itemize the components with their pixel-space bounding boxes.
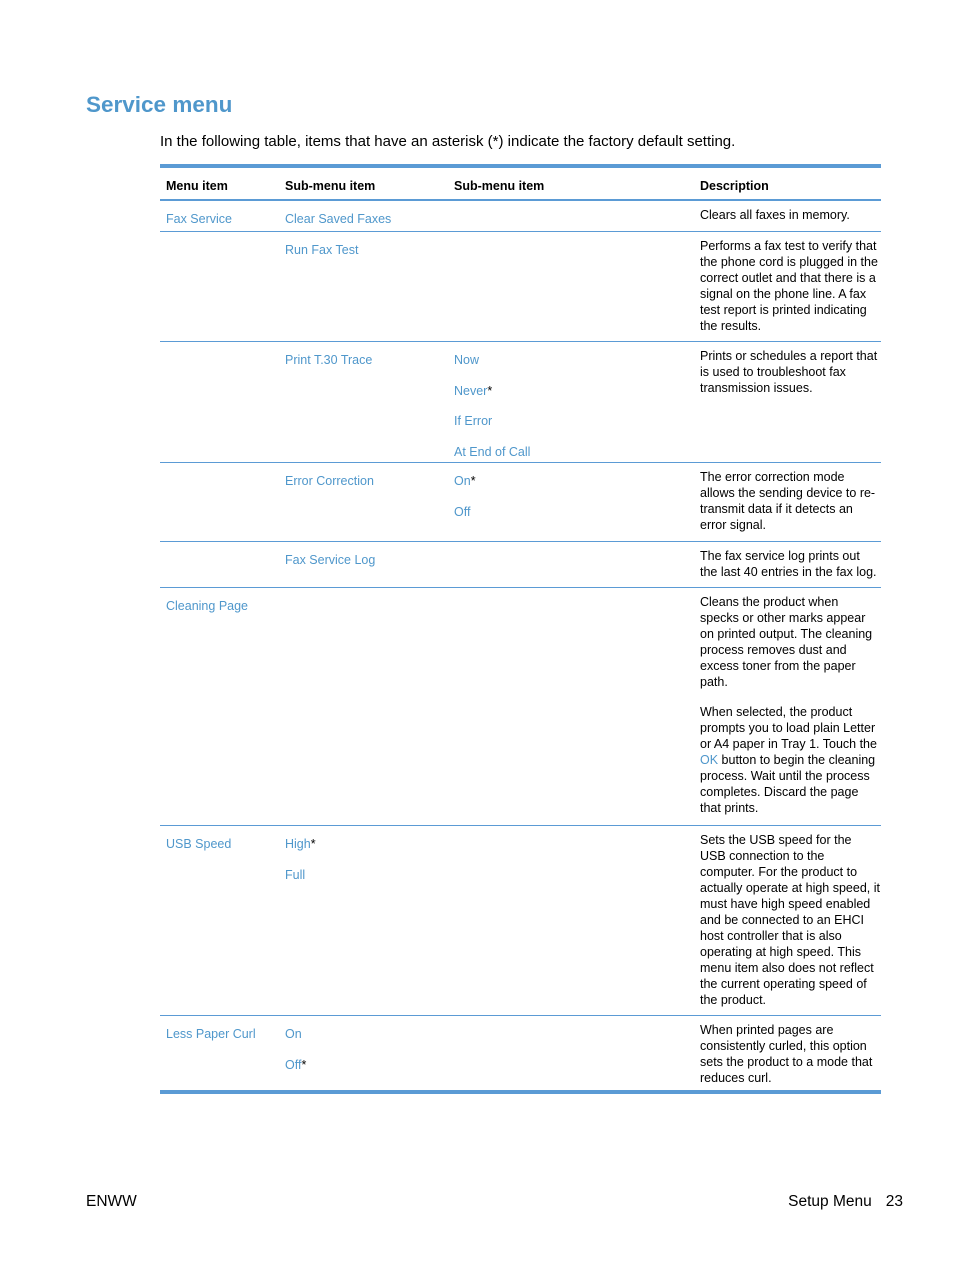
default-marker: * — [310, 837, 316, 851]
table-row — [160, 342, 881, 463]
option-list — [454, 473, 476, 534]
option-full[interactable]: Full — [285, 867, 306, 882]
row-description: Clears all faxes in memory. — [700, 208, 850, 222]
submenu-error-correction[interactable]: Error Correction — [285, 474, 374, 488]
table-row — [160, 1016, 881, 1090]
submenu-print-t30-trace[interactable]: Print T.30 Trace — [285, 353, 373, 367]
option-list — [285, 1026, 306, 1087]
option-never[interactable]: Never — [454, 383, 488, 398]
default-marker: * — [487, 383, 493, 398]
header-sub-menu-item-2: Sub-menu item — [454, 179, 545, 193]
page-number: 23 — [885, 1193, 903, 1210]
table-row — [160, 463, 881, 542]
footer-left: ENWW — [86, 1193, 137, 1210]
menu-item-cleaning-page[interactable]: Cleaning Page — [166, 599, 249, 613]
option-now[interactable]: Now — [454, 353, 480, 367]
option-list — [454, 352, 530, 474]
header-sub-menu-item-1: Sub-menu item — [285, 179, 376, 193]
row-description: The error correction mode allows the sending device to re-transmit data if it detects an error signal. — [700, 470, 876, 532]
row-description: Sets the USB speed for the USB connection to the computer. For the product to actually operate at high speed, it must have high speed enabled and be connected to an EHCI host controller that is also operating at high speed. This menu item also does not reflect the current operating speed of the product. — [700, 833, 880, 1007]
table-row — [160, 826, 881, 1016]
header-menu-item: Menu item — [166, 179, 228, 193]
row-description: When printed pages are consistently curled, this option sets the product to a mode that reduces curl. — [700, 1023, 873, 1085]
table-row — [160, 232, 881, 342]
footer-right — [788, 1193, 903, 1211]
menu-item-fax-service[interactable]: Fax Service — [166, 212, 232, 226]
option-on[interactable]: On — [285, 1027, 302, 1041]
default-marker: * — [470, 474, 476, 488]
service-menu-table — [160, 164, 881, 1094]
ok-button-ref: OK — [700, 753, 719, 767]
submenu-run-fax-test[interactable]: Run Fax Test — [285, 243, 359, 257]
option-list — [285, 836, 316, 897]
option-at-end-of-call[interactable]: At End of Call — [454, 444, 531, 459]
row-description: Prints or schedules a report that is used to troubleshoot fax transmission issues. — [700, 349, 878, 395]
submenu-clear-saved-faxes[interactable]: Clear Saved Faxes — [285, 212, 392, 226]
option-off[interactable]: Off — [454, 504, 471, 519]
row-description: Cleans the product when specks or other marks appear on printed output. The cleaning process removes dust and excess toner from the paper path. When selected, the product prompts you to load plain Letter or A4 paper in Tray 1. Touch the OK button to begin the cleaning process. Wait until the process completes. Discard the page that prints. — [700, 595, 877, 815]
header-description: Description — [700, 179, 769, 193]
option-on[interactable]: On — [454, 474, 471, 488]
row-description: Performs a fax test to verify that the phone cord is plugged in the correct outlet and that there is a signal on the phone line. A fax test report is printed indicating the results. — [700, 239, 878, 333]
menu-item-usb-speed[interactable]: USB Speed — [166, 837, 232, 851]
footer-section: Setup Menu — [788, 1193, 872, 1210]
page-title: Service menu — [86, 92, 233, 117]
default-marker: * — [301, 1057, 307, 1072]
option-off[interactable]: Off — [285, 1057, 302, 1072]
submenu-fax-service-log[interactable]: Fax Service Log — [285, 553, 376, 567]
table-row — [160, 588, 881, 826]
menu-item-less-paper-curl[interactable]: Less Paper Curl — [166, 1027, 256, 1041]
row-description: The fax service log prints out the last 40 entries in the fax log. — [700, 549, 877, 579]
option-high[interactable]: High — [285, 837, 311, 851]
table-row — [160, 542, 881, 588]
intro-text: In the following table, items that have an asterisk (*) indicate the factory default setting. — [160, 133, 736, 150]
option-if-error[interactable]: If Error — [454, 414, 493, 428]
table-row — [160, 201, 881, 232]
table-header — [160, 168, 881, 201]
